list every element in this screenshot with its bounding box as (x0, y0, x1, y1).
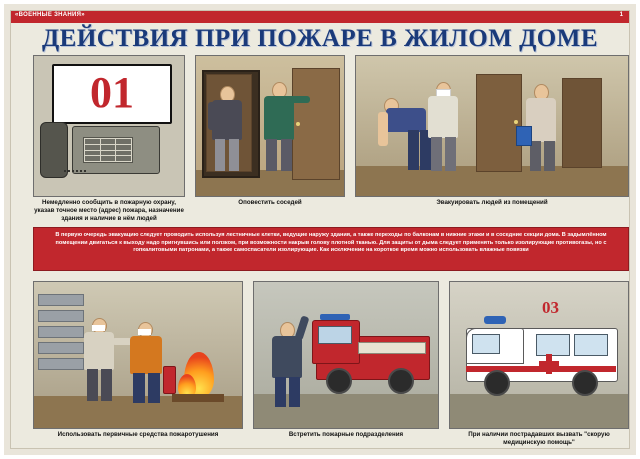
phone-cord (64, 160, 86, 172)
page-title: ДЕЙСТВИЯ ПРИ ПОЖАРЕ В ЖИЛОМ ДОМЕ (41, 25, 599, 52)
instruction-band: В первую очередь эвакуацию следует проводить используя лестничные клетки, ведущие наружу здания, а также переходы по балконам в нижние этажи и в соседние секции дома. В задымлённом помещении двигаться к выходу надо пригнувшись или ползком, при возможности накрыв голову плотной тканью. Для защиты от дыма следует применять только изолирующие противогазы, но с гопкалитовыми патронами, а также самоспасатели изолирующие. Как исключение на короткое время можно использовать влажные повязки (33, 227, 629, 271)
panel-evacuate-people (355, 55, 629, 197)
caption-primary-extinguishing: Использовать первичные средства пожаротушения (57, 431, 219, 438)
panel-call-ambulance (449, 281, 629, 429)
caption-meet-firefighters: Встретить пожарные подразделения (288, 431, 404, 438)
poster-inner (10, 10, 630, 449)
caption-notify-neighbours: Оповестить соседей (238, 199, 302, 206)
keypad-icon (83, 137, 133, 163)
caption-call-ambulance: При наличии пострадавших вызвать "скорую медицинскую помощь" (468, 431, 610, 446)
caption-call-fire-service: Немедленно сообщить в пожарную охрану, указав точное место (адрес) пожара, назначение здания и наличие в нём людей (34, 199, 184, 222)
top-red-bar (11, 11, 629, 23)
emergency-number-card (52, 64, 172, 124)
panel-meet-firefighters (253, 281, 439, 429)
emergency-number-01: 01 (90, 68, 134, 117)
fire-extinguisher-icon (163, 366, 176, 394)
panel-notify-neighbours (195, 55, 345, 197)
panel-call-fire-service (33, 55, 185, 197)
ambulance-number-03: 03 (542, 298, 559, 317)
caption-evacuate-people: Эвакуировать людей из помещений (436, 199, 548, 206)
panel-primary-extinguishing (33, 281, 243, 429)
publisher-brand: «ВОЕННЫЕ ЗНАНИЯ» (15, 12, 85, 18)
page-number: 1 (619, 12, 623, 18)
